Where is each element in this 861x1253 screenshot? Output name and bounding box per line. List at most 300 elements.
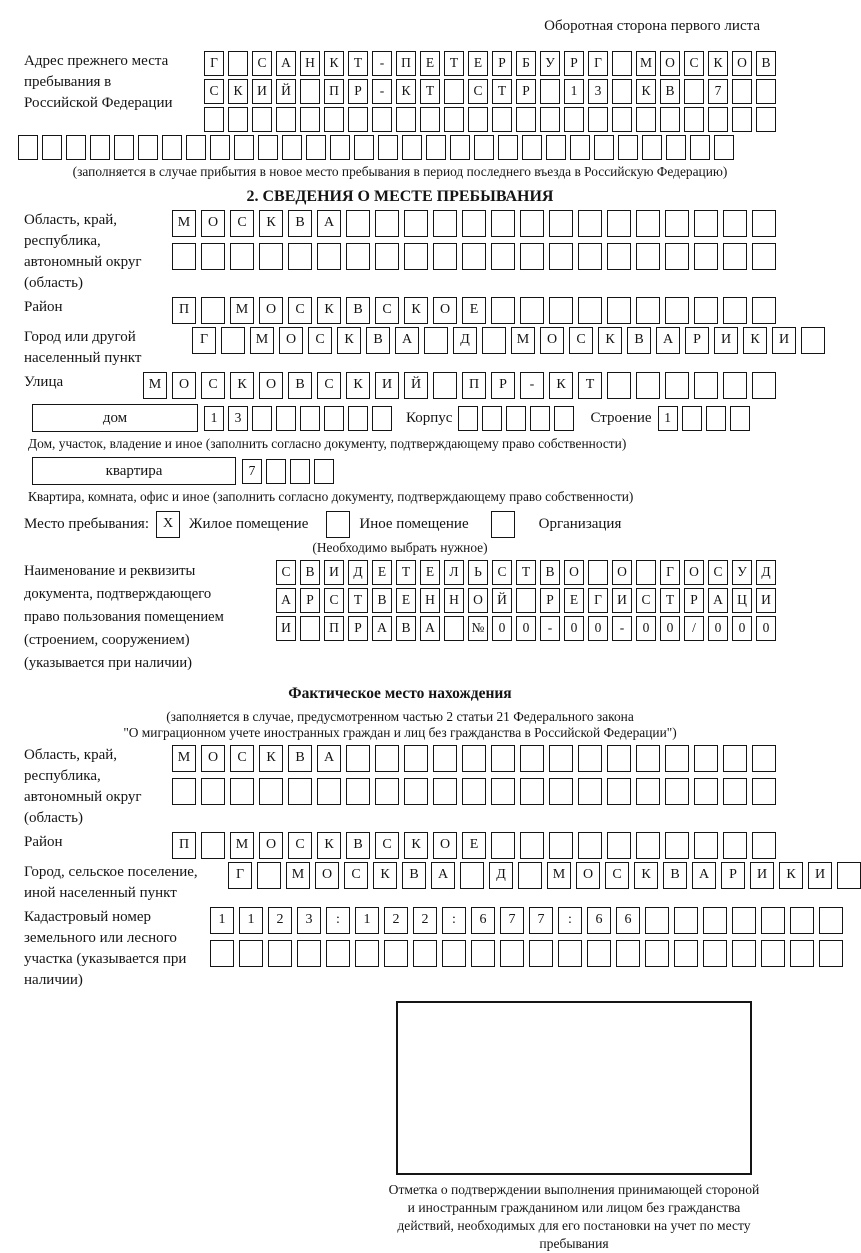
char-box: Ь [468,560,488,585]
char-box [372,107,392,132]
char-box: К [636,79,656,104]
char-row [143,372,776,399]
char-box [636,297,660,324]
char-box [694,210,718,237]
char-box [612,79,632,104]
char-box: Р [684,588,704,613]
char-row [172,297,776,324]
char-row [204,107,776,132]
char-box [288,243,312,270]
char-box [578,745,602,772]
char-box [404,243,428,270]
char-box: Е [468,51,488,76]
char-box [375,745,399,772]
char-box [346,778,370,805]
char-box [372,406,392,431]
char-box [642,135,662,160]
char-box: П [396,51,416,76]
char-box [706,406,726,431]
char-box [506,406,526,431]
char-box [201,832,225,859]
char-box [752,243,776,270]
char-box [564,107,584,132]
char-box [752,778,776,805]
char-box [433,243,457,270]
char-box [660,107,680,132]
char-box: Ц [732,588,752,613]
char-box [420,107,440,132]
char-box [491,210,515,237]
char-box [674,940,698,967]
char-box: Р [685,327,709,354]
char-box [444,107,464,132]
char-box [468,107,488,132]
char-box [588,560,608,585]
char-box [474,135,494,160]
char-box [549,832,573,859]
char-row [172,778,776,805]
page-title: Оборотная сторона первого листа [544,18,760,34]
char-box: К [404,832,428,859]
char-box: К [228,79,248,104]
char-box: И [808,862,832,889]
char-box: О [433,297,457,324]
char-box: С [708,560,728,585]
char-box: А [372,616,392,641]
char-box [378,135,398,160]
char-box [665,297,689,324]
char-box: 7 [708,79,728,104]
char-box [230,243,254,270]
char-row-full-width [18,135,776,160]
char-box: И [772,327,796,354]
registration-stamp-note: Отметка о подтверждении выполнения принимающей стороной и иностранным гражданином или лицом без гражданства действий, необходимых для его постановки на учет по месту пребывания [388,1182,760,1251]
char-box: И [714,327,738,354]
char-box: М [511,327,535,354]
char-box: № [468,616,488,641]
char-box: Г [192,327,216,354]
char-box [204,107,224,132]
char-box [306,135,326,160]
char-box [520,832,544,859]
char-box [450,135,470,160]
char-box: Р [300,588,320,613]
char-box: 0 [516,616,536,641]
char-box [42,135,62,160]
char-box [471,940,495,967]
city-label: Город или другой населенный пункт [24,329,142,366]
street-label: Улица [24,374,64,390]
char-box: О [732,51,752,76]
char-box: С [375,297,399,324]
char-box [462,745,486,772]
char-box: К [373,862,397,889]
char-box: Г [588,51,608,76]
char-box [221,327,245,354]
char-box [330,135,350,160]
char-box: А [708,588,728,613]
city2-field [24,862,826,904]
house-row [24,404,776,432]
char-box: 0 [708,616,728,641]
char-box: С [288,832,312,859]
char-box [756,107,776,132]
char-box [607,832,631,859]
char-box [346,210,370,237]
char-box: 0 [660,616,680,641]
char-box: А [317,210,341,237]
char-row [276,616,776,641]
char-box: В [660,79,680,104]
char-box: А [276,51,296,76]
apartment-number-cells [242,459,334,484]
char-box: М [547,862,571,889]
organization-option-label: Организация [538,516,622,532]
checkbox-organization [491,511,515,538]
char-box [282,135,302,160]
char-box: И [252,79,272,104]
char-box: М [230,297,254,324]
char-box [694,832,718,859]
char-box [252,107,272,132]
actual-location-note1: (заполняется в случае, предусмотренном частью 2 статьи 21 Федерального закона [166,709,634,724]
region2-label: Область, край, республика, автономный округ (область) [24,747,142,826]
char-box: Т [578,372,602,399]
char-box [752,745,776,772]
char-box: С [684,51,704,76]
char-box [549,297,573,324]
apartment-label-box: квартира [32,457,236,485]
char-box: В [402,862,426,889]
char-box [228,107,248,132]
char-box [444,616,464,641]
char-box [257,862,281,889]
region-rows [172,210,776,270]
char-box [516,588,536,613]
char-box [612,51,632,76]
char-box: 3 [297,907,321,934]
char-box [462,778,486,805]
char-box [666,135,686,160]
char-box [752,832,776,859]
char-box: Р [348,79,368,104]
char-box: 3 [588,79,608,104]
char-box: 0 [564,616,584,641]
char-box: Д [453,327,477,354]
char-box: О [564,560,584,585]
char-box [375,243,399,270]
char-box: Е [462,832,486,859]
char-box: К [259,745,283,772]
char-box: О [684,560,704,585]
char-box: 0 [636,616,656,641]
char-box: К [743,327,767,354]
char-box [375,778,399,805]
char-box [172,243,196,270]
char-box [259,778,283,805]
char-box [201,297,225,324]
char-box: А [317,745,341,772]
house-note: Дом, участок, владение и иное (заполнить согласно документу, подтверждающему право собственности) [28,436,627,451]
document-field [24,560,776,675]
apartment-note: Квартира, комната, офис и иное (заполнить согласно документу, подтверждающему право собственности) [28,489,634,504]
char-box [578,297,602,324]
char-box [355,940,379,967]
char-box [540,107,560,132]
char-box: П [324,79,344,104]
char-box [186,135,206,160]
char-box [732,940,756,967]
char-box [268,940,292,967]
char-box [714,135,734,160]
char-box [520,297,544,324]
char-box [732,79,752,104]
char-box [636,560,656,585]
char-box [404,745,428,772]
char-box [578,210,602,237]
char-box [578,778,602,805]
checkbox-residential: X [156,511,180,538]
char-box: : [442,907,466,934]
char-box: О [201,745,225,772]
section2-heading: 2. СВЕДЕНИЯ О МЕСТЕ ПРЕБЫВАНИЯ [246,188,554,205]
actual-location-heading: Фактическое место нахождения [288,685,512,702]
char-box [684,79,704,104]
char-box: О [660,51,680,76]
char-box: 1 [564,79,584,104]
char-box: С [636,588,656,613]
char-box [723,210,747,237]
char-box: Р [516,79,536,104]
char-box: М [172,210,196,237]
char-box: 6 [471,907,495,934]
char-box [761,907,785,934]
char-box [114,135,134,160]
char-box: В [396,616,416,641]
char-box: К [549,372,573,399]
char-box [578,832,602,859]
char-box: О [259,297,283,324]
char-box: С [288,297,312,324]
char-box [616,940,640,967]
char-box [723,243,747,270]
char-box: 6 [587,907,611,934]
char-box [730,406,750,431]
char-box: О [279,327,303,354]
char-box [612,107,632,132]
char-box [460,862,484,889]
stroenie-cells [658,406,750,431]
char-box [540,79,560,104]
char-box [694,243,718,270]
char-box: - [520,372,544,399]
korpus-label: Корпус [406,409,453,426]
apartment-row [24,457,776,485]
prev-address-note: (заполняется в случае прибытия в новое место пребывания в период последнего въезда в Российскую Федерацию) [72,164,728,179]
char-box [433,372,457,399]
char-box: С [324,588,344,613]
char-box [482,406,502,431]
char-box [259,243,283,270]
char-box [404,778,428,805]
char-box: Д [348,560,368,585]
char-box [549,210,573,237]
char-box [424,327,448,354]
char-box: Е [462,297,486,324]
char-box [252,406,272,431]
char-box [384,940,408,967]
char-box: С [308,327,332,354]
char-box: Е [372,560,392,585]
char-box [258,135,278,160]
choose-note: (Необходимо выбрать нужное) [312,540,488,555]
char-box: Н [420,588,440,613]
char-box: К [779,862,803,889]
char-box: О [576,862,600,889]
char-row [204,51,776,76]
char-box [645,907,669,934]
char-box [549,745,573,772]
char-box [375,210,399,237]
char-box [529,940,553,967]
char-box [801,327,825,354]
char-box: И [750,862,774,889]
char-box [732,907,756,934]
checkbox-other-premises [326,511,350,538]
city2-label: Город, сельское поселение, иной населенный пункт [24,864,198,901]
char-box [665,832,689,859]
char-box [694,745,718,772]
char-box [636,832,660,859]
char-box: 1 [239,907,263,934]
char-box [90,135,110,160]
char-box: К [259,210,283,237]
house-label-box: дом [32,404,198,432]
char-box: С [230,745,254,772]
char-box: О [259,372,283,399]
char-box: С [230,210,254,237]
other-premises-option-label: Иное помещение [359,516,469,532]
char-box: О [259,832,283,859]
char-box [462,210,486,237]
char-row [228,862,861,889]
char-box [491,832,515,859]
char-box: О [315,862,339,889]
char-box [228,51,248,76]
char-box: С [492,560,512,585]
char-box: Т [660,588,680,613]
char-box [607,210,631,237]
char-box [317,243,341,270]
char-box: Т [516,560,536,585]
char-box [201,243,225,270]
char-box: А [276,588,296,613]
char-box [723,372,747,399]
char-box [324,406,344,431]
char-box [442,940,466,967]
char-box [690,135,710,160]
char-box [396,107,416,132]
char-box [703,907,727,934]
char-box: В [756,51,776,76]
char-box: Т [444,51,464,76]
char-box [607,297,631,324]
char-box: 2 [268,907,292,934]
char-box: А [692,862,716,889]
district2-field [24,832,776,859]
char-box [607,778,631,805]
char-box [404,210,428,237]
char-box: - [372,51,392,76]
char-box: Й [404,372,428,399]
char-box [645,940,669,967]
char-row [276,588,776,613]
char-box [665,372,689,399]
char-box [636,107,656,132]
char-box [665,745,689,772]
char-box [162,135,182,160]
char-box: Б [516,51,536,76]
char-row [172,832,776,859]
char-box [288,778,312,805]
char-box [172,778,196,805]
char-box [491,745,515,772]
char-box: 7 [529,907,553,934]
prev-address-field [24,51,776,132]
char-box: : [558,907,582,934]
district2-label: Район [24,834,63,850]
char-row [172,745,776,772]
char-box: М [143,372,167,399]
char-box: 3 [228,406,248,431]
char-box: В [288,745,312,772]
char-box: И [375,372,399,399]
char-box: С [468,79,488,104]
char-box [500,940,524,967]
char-box [837,862,861,889]
char-box [752,297,776,324]
char-box [665,243,689,270]
char-box [558,940,582,967]
char-box: Е [420,560,440,585]
char-box: - [612,616,632,641]
cadastral-label: Кадастровый номер земельного или лесного участка (указывается при наличии) [24,909,187,988]
char-box: Р [540,588,560,613]
char-row [172,210,776,237]
char-box: П [462,372,486,399]
char-box: 7 [242,459,262,484]
stay-place-label: Место пребывания: [24,516,149,532]
char-box: Г [660,560,680,585]
char-box [682,406,702,431]
char-box [458,406,478,431]
char-box: В [366,327,390,354]
char-box [324,107,344,132]
char-box [636,210,660,237]
char-box [482,327,506,354]
char-box: С [201,372,225,399]
char-box: К [598,327,622,354]
city-field [24,327,790,369]
char-box: О [433,832,457,859]
char-box [300,406,320,431]
char-box: Н [300,51,320,76]
char-box: И [276,616,296,641]
char-box: К [317,297,341,324]
char-box: Т [420,79,440,104]
char-box: 6 [616,907,640,934]
char-box [520,210,544,237]
